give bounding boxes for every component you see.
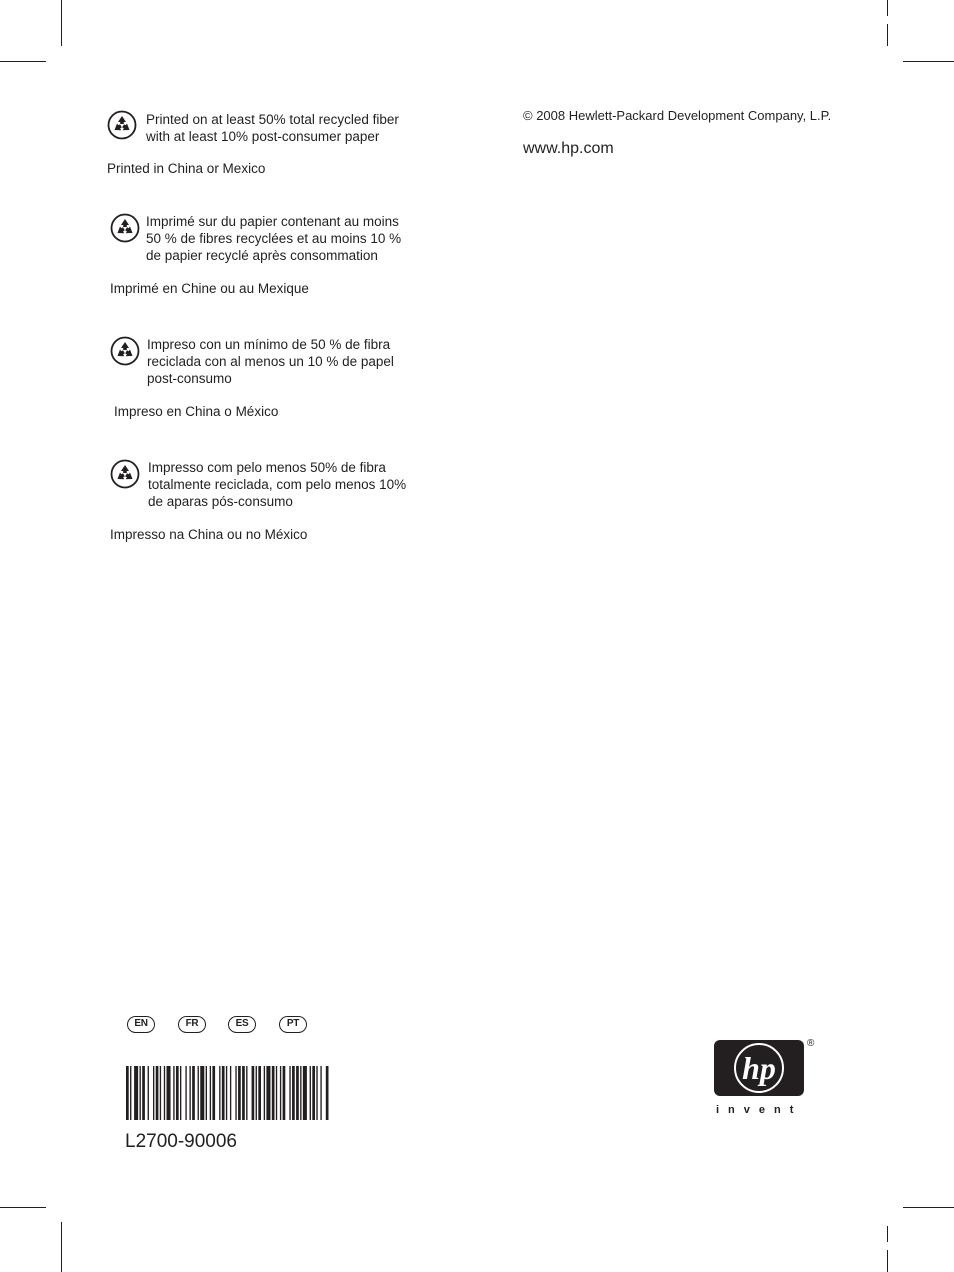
- barcode-bar: [180, 1066, 181, 1120]
- barcode-bar: [219, 1066, 220, 1120]
- barcode-bar: [283, 1066, 286, 1120]
- crop-mark: [0, 61, 46, 62]
- recycle-text-line: Impreso con un mínimo de 50 % de fibra: [147, 337, 391, 352]
- barcode-bar: [316, 1066, 317, 1120]
- crop-mark: [0, 1207, 46, 1208]
- website-link[interactable]: www.hp.com: [523, 140, 614, 157]
- barcode-bar: [280, 1066, 281, 1120]
- language-badge-en: EN: [127, 1016, 155, 1033]
- copyright-notice: © 2008 Hewlett-Packard Development Company, L.P.: [523, 108, 832, 123]
- barcode-bar: [256, 1066, 257, 1120]
- hp-tagline: invent: [716, 1104, 803, 1116]
- barcode-bar: [212, 1066, 215, 1120]
- barcode-bar: [264, 1066, 265, 1120]
- crop-mark: [887, 1250, 888, 1272]
- barcode-bar: [312, 1066, 315, 1120]
- barcode-bar: [200, 1066, 204, 1120]
- recycle-text-line: reciclada con al menos un 10 % de papel: [147, 354, 394, 369]
- printed-in-line: Impresso na China ou no México: [110, 527, 308, 542]
- barcode-bar: [130, 1066, 131, 1120]
- language-badge-es: ES: [228, 1016, 256, 1033]
- barcode-bar: [198, 1066, 199, 1120]
- barcode-bar: [134, 1066, 138, 1120]
- barcode-bar: [289, 1066, 290, 1120]
- barcode-bar: [167, 1066, 171, 1120]
- barcode-bar: [226, 1066, 227, 1120]
- barcode-bar: [276, 1066, 277, 1120]
- barcode-bar: [148, 1066, 149, 1120]
- recycle-text-line: Printed on at least 50% total recycled fiber: [146, 112, 399, 127]
- barcode-bar: [160, 1066, 161, 1120]
- barcode-bar: [153, 1066, 154, 1120]
- barcode-icon: [126, 1066, 386, 1120]
- barcode-bar: [185, 1066, 186, 1120]
- recycle-text-line: Impresso com pelo menos 50% de fibra: [148, 460, 386, 475]
- language-badge-fr: FR: [178, 1016, 206, 1033]
- barcode-bar: [326, 1066, 329, 1120]
- barcode-bar: [292, 1066, 295, 1120]
- hp-logo-mark: hp: [742, 1050, 776, 1086]
- barcode-bar: [206, 1066, 207, 1120]
- barcode-bar: [126, 1066, 129, 1120]
- crop-mark: [61, 0, 62, 46]
- crop-mark: [887, 24, 888, 46]
- barcode-bar: [246, 1066, 247, 1120]
- hp-logo: [714, 1040, 804, 1096]
- printed-in-line: Imprimé en Chine ou au Mexique: [110, 281, 309, 296]
- barcode-bar: [235, 1066, 236, 1120]
- barcode-bar: [222, 1066, 225, 1120]
- barcode-bar: [164, 1066, 165, 1120]
- barcode-bar: [156, 1066, 159, 1120]
- barcode-bar: [230, 1066, 231, 1120]
- barcode-bar: [238, 1066, 241, 1120]
- barcode-bar: [142, 1066, 145, 1120]
- recycle-icon: [110, 336, 140, 366]
- barcode-bar: [320, 1066, 321, 1120]
- printed-in-line: Impreso en China o México: [114, 404, 279, 419]
- recycle-icon: [107, 110, 137, 140]
- crop-mark: [903, 61, 954, 62]
- barcode-bar: [300, 1066, 301, 1120]
- recycle-text-line: with at least 10% post-consumer paper: [146, 129, 380, 144]
- printed-in-line: Printed in China or Mexico: [107, 161, 266, 176]
- recycle-text-line: de papier recyclé après consommation: [146, 248, 378, 263]
- barcode-bar: [310, 1066, 311, 1120]
- language-badge-pt: PT: [279, 1016, 307, 1033]
- barcode-bar: [242, 1066, 245, 1120]
- recycle-text-line: totalmente reciclada, com pelo menos 10%: [148, 477, 407, 492]
- barcode-bar: [173, 1066, 174, 1120]
- barcode-bar: [296, 1066, 299, 1120]
- recycle-icon: [110, 459, 140, 489]
- barcode-bar: [210, 1066, 211, 1120]
- barcode-bar: [272, 1066, 275, 1120]
- part-number: L2700-90006: [125, 1131, 237, 1152]
- barcode-bar: [140, 1066, 141, 1120]
- barcode-bar: [303, 1066, 307, 1120]
- crop-mark: [887, 0, 888, 16]
- crop-mark: [903, 1207, 954, 1208]
- barcode-bar: [258, 1066, 261, 1120]
- registered-mark: ®: [807, 1038, 815, 1049]
- barcode-bar: [252, 1066, 255, 1120]
- recycle-text-line: 50 % de fibres recyclées et au moins 10 %: [146, 231, 402, 246]
- crop-mark: [61, 1222, 62, 1272]
- barcode-bar: [189, 1066, 190, 1120]
- crop-mark: [887, 1226, 888, 1242]
- recycle-text-line: post-consumo: [147, 371, 232, 386]
- barcode-bar: [192, 1066, 195, 1120]
- recycle-icon: [110, 213, 140, 243]
- barcode-bar: [266, 1066, 270, 1120]
- recycle-text-line: Imprimé sur du papier contenant au moins: [146, 214, 399, 229]
- barcode-bar: [176, 1066, 179, 1120]
- recycle-text-line: de aparas pós-consumo: [148, 494, 293, 509]
